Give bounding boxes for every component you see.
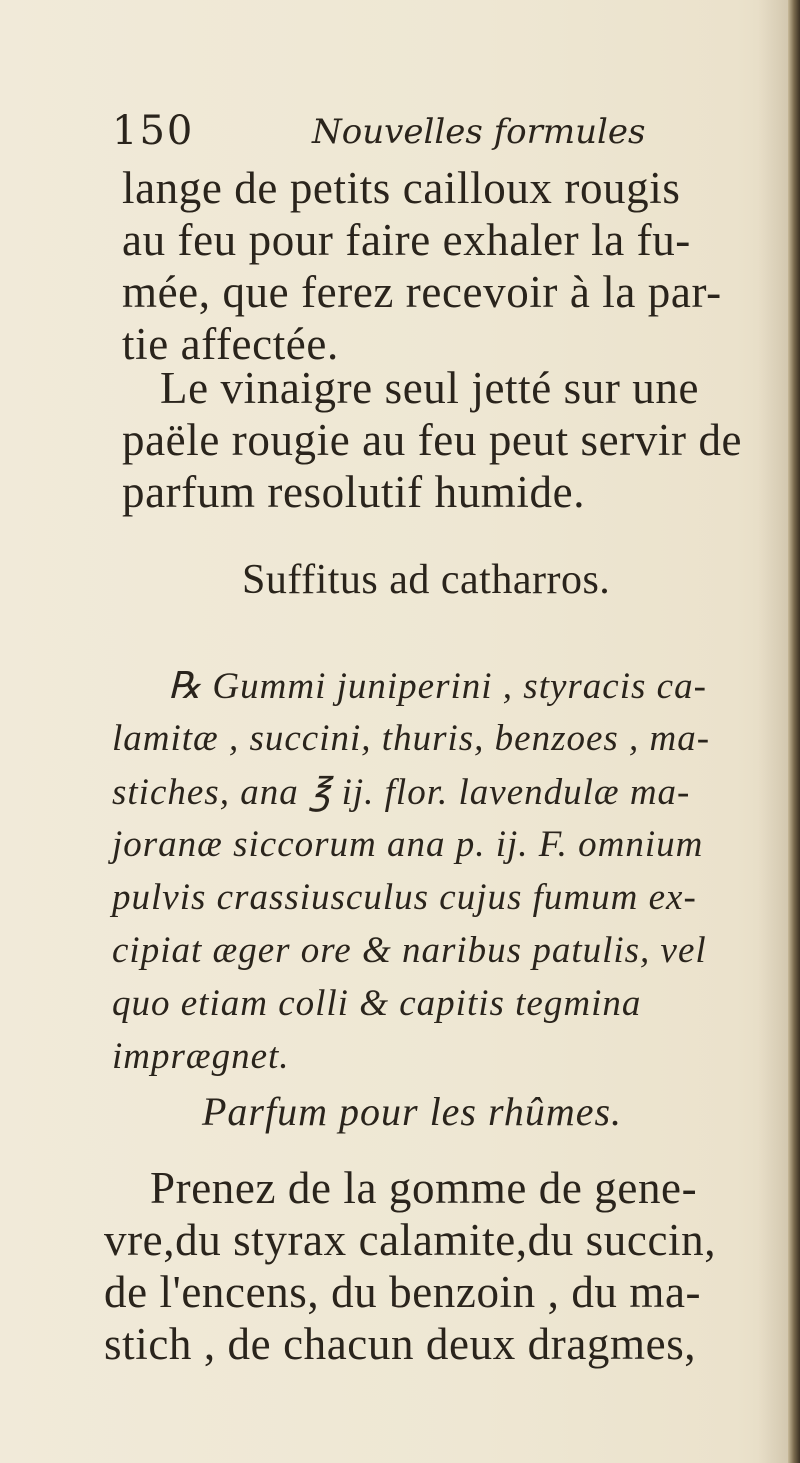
binding-shadow [758,0,788,1463]
text-line: quo etiam colli & capitis tegmina [112,983,642,1024]
running-title: Nouvelles formules [312,112,646,152]
page-header [112,108,672,162]
page-number: 150 [112,108,195,154]
text-line: parfum resolutif humide. [122,467,586,517]
text-line: pulvis crassiusculus cujus fumum ex- [112,877,697,918]
text-line: vre,du styrax calamite,du succin, [104,1215,717,1265]
text-line: tie affectée. [122,319,339,369]
text-line: Le vinaigre seul jetté sur une [160,363,700,413]
section-heading-french: Parfum pour les rhûmes. [202,1089,623,1134]
text-line: de l'encens, du benzoin , du ma- [104,1267,702,1317]
text-line: lamitæ , succini, thuris, benzoes , ma- [112,718,711,759]
text-line: paële rougie au feu peut servir de [122,415,743,465]
text-line: lange de petits cailloux rougis [122,163,681,213]
text-line: joranæ siccorum ana p. ij. F. omnium [112,824,704,865]
section-heading-latin: Suffitus ad catharros. [242,557,611,603]
text-line: cipiat æger ore & naribus patulis, vel [112,930,707,971]
text-line: stiches, ana ℥ ij. flor. lavendulæ ma- [112,772,691,813]
text-line: stich , de chacun deux dragmes, [104,1319,697,1369]
text-line: Prenez de la gomme de gene- [150,1163,698,1213]
text-line: au feu pour faire exhaler la fu- [122,215,691,265]
text-line: mée, que ferez recevoir à la par- [122,267,722,317]
book-binding [788,0,800,1463]
text-line: imprægnet. [112,1036,290,1077]
text-line: ℞ Gummi juniperini , styracis ca- [168,666,707,707]
